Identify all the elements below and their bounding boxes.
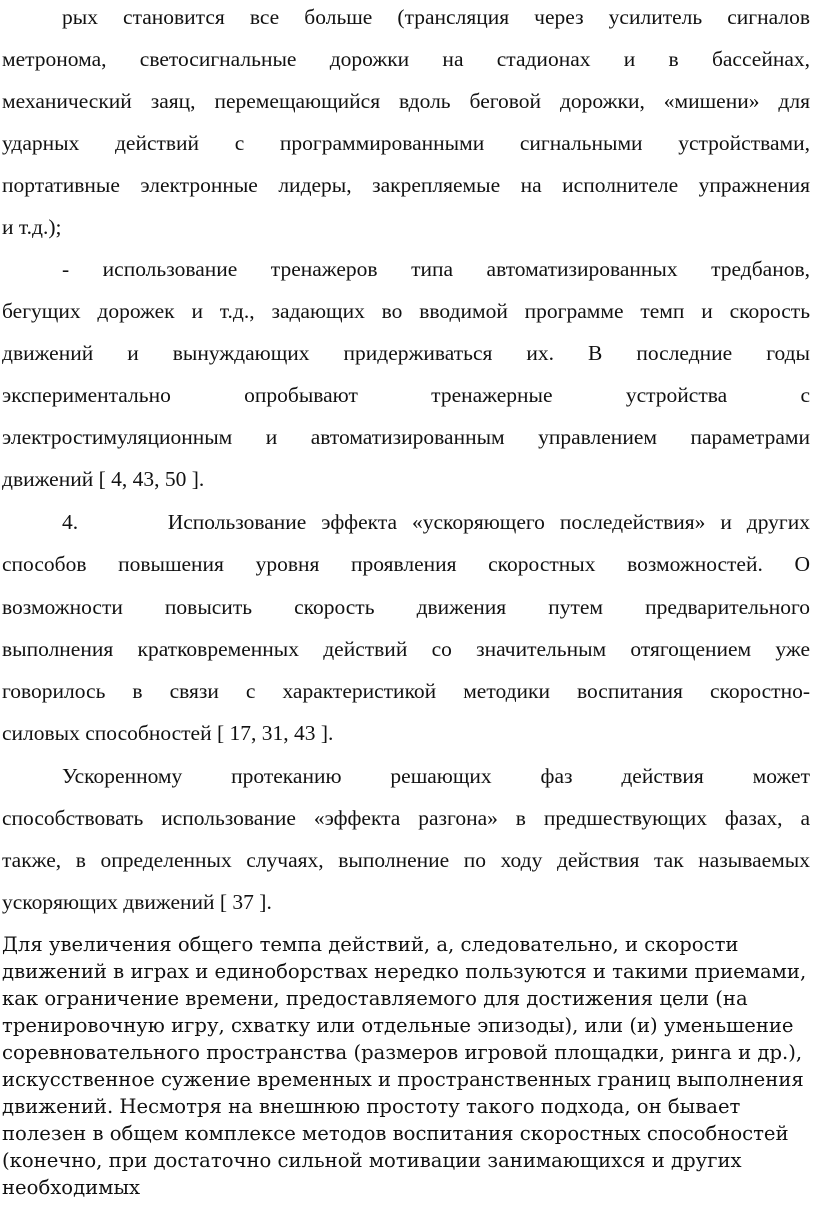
text-line: также, в определенных случаях, выполнение по ходу действия так называемых	[2, 848, 810, 872]
text-line: тренировочную игру, схватку или отдельные эпизоды), или (и) уменьшение	[2, 1014, 794, 1037]
text-line: говорилось в связи с характеристикой методики воспитания скоростно-	[2, 679, 810, 703]
text-line: экспериментально опробывают тренажерные устройства с	[2, 383, 810, 407]
text-line: Ускоренному протеканию решающих фаз действия может	[62, 764, 810, 788]
text-line: рых становится все больше (трансляция через усилитель сигналов	[62, 5, 810, 29]
text-line: метронома, светосигнальные дорожки на стадионах и в бассейнах,	[2, 47, 810, 71]
text-line: портативные электронные лидеры, закрепляемые на исполнителе упражнения	[2, 173, 810, 197]
text-line: возможности повысить скорость движения путем предварительного	[2, 595, 810, 619]
text-line: и т.д.);	[2, 215, 62, 239]
text-line: ускоряющих движений [ 37 ].	[2, 890, 272, 914]
text-line: способствовать использование «эффекта разгона» в предшествующих фазах, а	[2, 806, 810, 830]
text-line: движений и вынуждающих придерживаться их. В последние годы	[2, 341, 810, 365]
text-line: движений [ 4, 43, 50 ].	[2, 467, 205, 491]
text-line: силовых способностей [ 17, 31, 43 ].	[2, 721, 334, 745]
text-line: - использование тренажеров типа автоматизированных тредбанов,	[62, 257, 810, 281]
text-line: 4. Использование эффекта «ускоряющего последействия» и других	[62, 510, 810, 534]
text-line: способов повышения уровня проявления скоростных возможностей. О	[2, 552, 810, 576]
text-line: необходимых	[2, 1176, 141, 1199]
text-line: механический заяц, перемещающийся вдоль беговой дорожки, «мишени» для	[2, 89, 810, 113]
text-line: искусственное сужение временных и пространственных границ выполнения	[2, 1068, 804, 1091]
text-line: полезен в общем комплексе методов воспитания скоростных способностей	[2, 1122, 789, 1145]
text-line: выполнения кратковременных действий со значительным отягощением уже	[2, 637, 810, 661]
text-line: электростимуляционным и автоматизированным управлением параметрами	[2, 425, 810, 449]
text-line: ударных действий с программированными сигнальными устройствами,	[2, 131, 810, 155]
text-line: соревновательного пространства (размеров игровой площадки, ринга и др.),	[2, 1041, 803, 1064]
text-line: Для увеличения общего темпа действий, а, следовательно, и скорости	[2, 933, 739, 956]
text-line: (конечно, при достаточно сильной мотивации занимающихся и других	[2, 1149, 742, 1172]
text-line: движений. Несмотря на внешнюю простоту такого подхода, он бывает	[2, 1095, 741, 1118]
text-line: движений в играх и единоборствах нередко пользуются и такими приемами,	[2, 960, 807, 983]
text-line: бегущих дорожек и т.д., задающих во вводимой программе темп и скорость	[2, 299, 810, 323]
text-line: как ограничение времени, предоставляемого для достижения цели (на	[2, 987, 748, 1010]
